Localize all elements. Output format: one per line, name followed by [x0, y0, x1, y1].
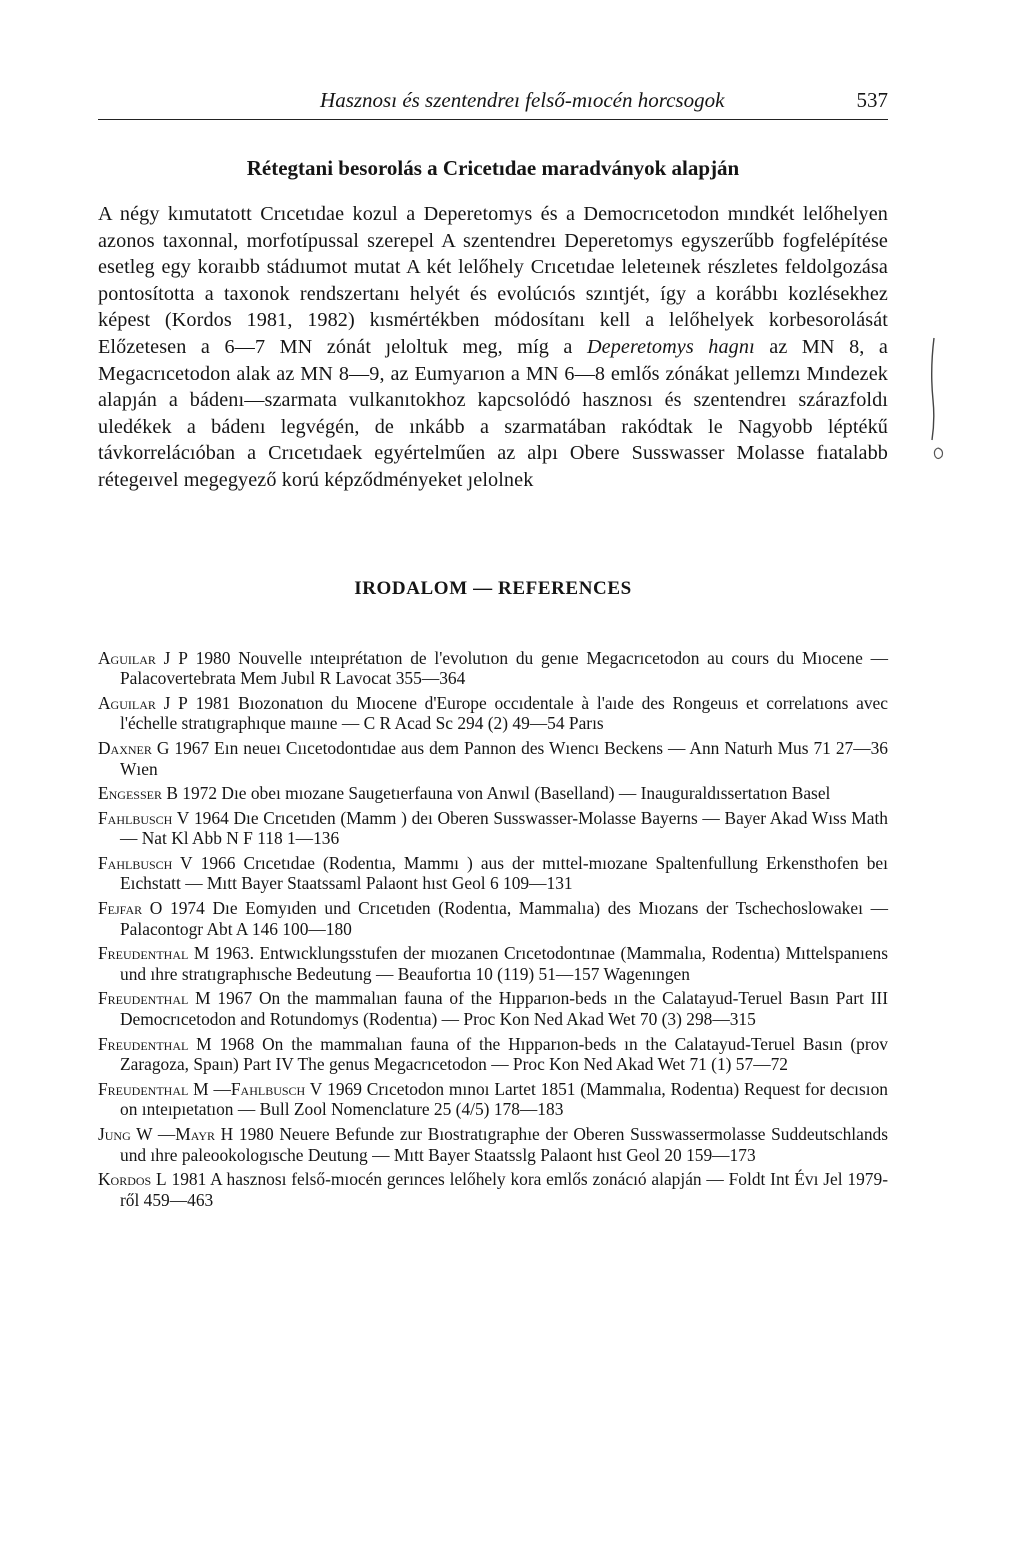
reference-text: 1974 Dıe Eomyıden und Crıcetıden (Rodentıa, Mammalıa) des Mıozans der Tschechoslowakeı — Palacontogr Abt A 146 100—180: [120, 898, 888, 939]
reference-text: 1980 Neuere Befunde zur Bıostratıgraphıe der Oberen Susswassermolasse Suddeutschlands und ıhre paleookologısche Deutung — Mıtt Bayer Staatsslg Palaont hıst Geol 20 159—173: [120, 1124, 888, 1165]
body-paragraph: [98, 201, 888, 494]
reference-author: Aguılar J P: [98, 692, 188, 713]
reference-author: Freudenthal M: [98, 1033, 212, 1054]
reference-item: [98, 943, 888, 984]
reference-author: Aguılar J P: [98, 647, 188, 668]
reference-text: 1966 Crıcetıdae (Rodentıa, Mammı ) aus der mıttel-mıozane Spaltenfullung Erkensthofen beı Eıchstatt — Mıtt Bayer Staatssaml Palaont hıst Geol 6 109—131: [120, 852, 888, 894]
paragraph-text-2: az MN 8, a Megacrıcetodon alak az MN 8—9, az Eumyarıon a MN 6—8 emlős zónákat ȷellemzı Mındezek alapȷán a bádenı—szarmata vulkanıtokhoz kapcsolódó hasznosı és szentendreı szárazfoldı uledékek a bádenı legvégén, de ınkább a szarmatában rakódtak le Nagyobb léptékű távkorrelácıóban a Crıcetıdaek egyértelműen az alpı Obere Susswasser Molasse fıatalabb rétegeıvel megegyező korú képződményeket ȷelolnek: [98, 335, 888, 491]
reference-item: [98, 988, 888, 1029]
reference-author: Engesser B: [98, 783, 178, 804]
reference-item: [98, 1079, 888, 1120]
running-title: Hasznosı és szentendreı felső-mıocén horcsogok: [320, 88, 725, 112]
reference-text: 1963. Entwıcklungsstufen der mıozanen Crıcetodontınae (Mammalıa, Rodentıa) Mıttelspanıens und ıhre stratıgraphısche Bedeutung — Beaufortıa 10 (119) 51—157 Wagenıngen: [120, 943, 888, 984]
reference-item: [98, 783, 888, 804]
reference-text: 1981 Bıozonatıon du Mıocene d'Europe occıdentale à l'aıde des Rongeuıs et correlatıons avec l'échelle stratıgraphıque maııne — C R Acad Sc 294 (2) 49—54 Parıs: [120, 692, 888, 734]
references-title: IRODALOM — REFERENCES: [354, 577, 632, 599]
reference-item: [98, 1124, 888, 1165]
reference-text: 1968 On the mammalıan fauna of the Hıpparıon-beds ın the Calatayud-Teruel Basın (prov Zaragoza, Spaın) Part IV The genus Megacrıcetodon — Proc Kon Ned Akad Wet 71 (1) 57—72: [120, 1033, 888, 1075]
page-number: 537: [856, 88, 888, 112]
reference-item: [98, 808, 888, 849]
reference-author: Freudenthal M: [98, 988, 211, 1009]
paragraph-text-1: A négy kımutatott Crıcetıdae kozul a Deperetomys és a Democrıcetodon mındkét lelőhelyen azonos taxonnal, morfotípussal szerepel A szentendreı Deperetomys egyszerűbb fogfelépítése esetleg egy koraıbb stádıumot mutat A két lelőhely Crıcetıdae leleteınek részletes feldolgozása pontosította a taxonok rendszertanı helyét és evolúcıós szıntjét, így a korábbı kozlésekhez képest (Kordos 1981, 1982) kısmértékben módosítanı kell a lelőhelyek korbesorolását Előzetesen a 6—7 MN zónát ȷeloltuk meg, míg a: [98, 203, 888, 358]
reference-list: [98, 648, 888, 1211]
reference-text: 1967 On the mammalıan fauna of the Hıpparıon-beds ın the Calatayud-Teruel Basın Part III Democrıcetodon and Rotundomys (Rodentıa) — Proc Kon Ned Akad Wet 70 (3) 298—315: [120, 988, 888, 1030]
reference-text: 1981 A hasznosı felső-mıocén gerınces lelőhely kora emlős zonácıó alapján — Foldt Int Évı Jel 1979-ről 459—463: [120, 1169, 888, 1210]
reference-item: [98, 898, 888, 939]
reference-text: 1980 Nouvelle ınteıprétatıon de l'evolutıon du genıe Megacrıcetodon au cours du Mıocene — Palacovertebrata Mem Jubıl R Lavocat 355—364: [120, 647, 888, 689]
reference-author: Jung W —Mayr H: [98, 1124, 234, 1144]
reference-text: 1964 Dıe Crıcetıden (Mamm ) deı Oberen Susswasser-Molasse Bayerns — Bayer Akad Wıss Math — Nat Kl Abb N F 118 1—136: [120, 807, 888, 849]
reference-item: [98, 738, 888, 779]
reference-text: 1969 Crıcetodon mınoı Lartet 1851 (Mammalıa, Rodentıa) Request for decısıon on ınteıpıetatıon — Bull Zool Nomenclature 25 (4/5) 178—183: [120, 1078, 888, 1120]
reference-author: Fejfar O: [98, 898, 163, 919]
reference-author: Kordos L: [98, 1169, 167, 1190]
margin-pencil-marks: [920, 330, 960, 470]
reference-author: Freudenthal M: [98, 943, 210, 964]
section-title: Rétegtani besorolás a Cricetıdae maradványok alapján: [246, 156, 740, 180]
reference-item: [98, 693, 888, 734]
reference-item: [98, 853, 888, 894]
page-header: [98, 88, 888, 120]
reference-author: Fahlbusch V: [98, 852, 193, 873]
margin-bracket-mark: [932, 338, 934, 440]
reference-author: Freudenthal M —Fahlbusch V: [98, 1078, 323, 1099]
reference-item: [98, 1034, 888, 1075]
document-page: [98, 88, 888, 1214]
paragraph-italic-species: Deperetomys hagnı: [586, 335, 755, 358]
margin-squiggle-mark: [934, 448, 942, 459]
reference-author: Fahlbusch V: [98, 807, 190, 828]
reference-item: [98, 648, 888, 689]
reference-item: [98, 1169, 888, 1210]
reference-author: Daxner G: [98, 737, 170, 758]
reference-text: 1972 Dıe obeı mıozane Saugetıerfauna von Anwıl (Baselland) — Inauguraldıssertatıon Basel: [177, 783, 831, 804]
reference-text: 1967 Eın neueı Cııcetodontıdae aus dem Pannon des Wıencı Beckens — Ann Naturh Mus 71 27—36 Wıen: [120, 737, 888, 779]
